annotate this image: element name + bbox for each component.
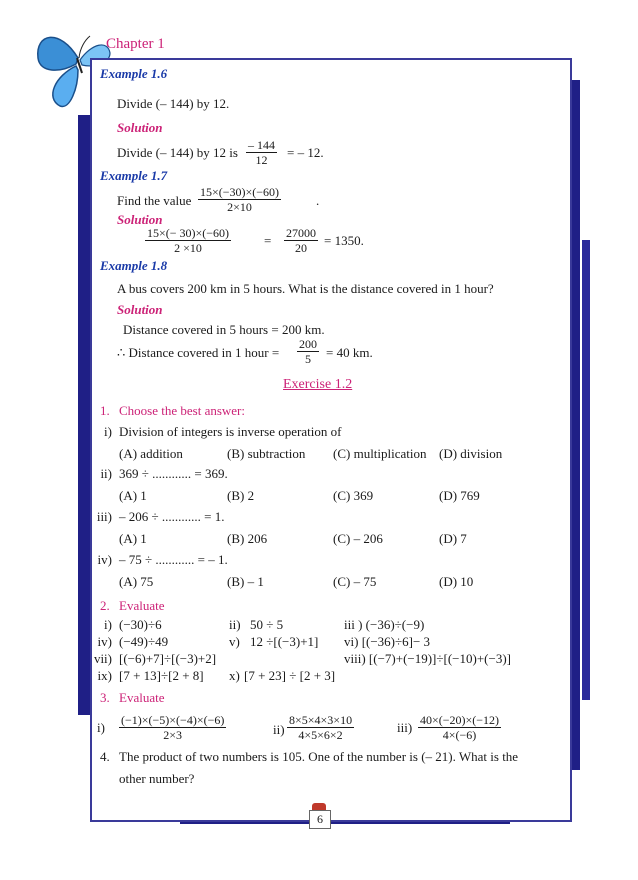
- fraction-numerator: 40×(−20)×(−12): [420, 713, 500, 727]
- q1-item-text: – 75 ÷ ............ = – 1.: [119, 552, 228, 567]
- example-1-7-result: = 1350.: [324, 233, 364, 248]
- q1-option: (A) addition: [119, 446, 183, 461]
- fraction-numerator: 8×5×4×3×10: [289, 713, 353, 727]
- q1-option: (C) 369: [333, 488, 374, 503]
- fraction-denominator: 2×10: [227, 200, 252, 214]
- example-1-8-question: A bus covers 200 km in 5 hours. What is the distance covered in 1 hour?: [117, 281, 494, 296]
- example-1-7-period: .: [316, 193, 320, 208]
- q2-item-expr: 12 ÷[(−3)+1]: [250, 634, 319, 649]
- q1-item-text: Division of integers is inverse operation of: [119, 424, 342, 439]
- fraction-numerator: 15×(− 30)×(−60): [147, 226, 230, 240]
- q3-fraction-iii: [418, 713, 501, 742]
- page-number-tab: [312, 803, 326, 810]
- q1-option: (C) – 75: [333, 574, 377, 589]
- question-4-line-2: other number?: [119, 771, 195, 786]
- q3-item-label: i): [97, 720, 105, 735]
- fraction-denominator: 20: [295, 241, 307, 255]
- example-1-8-solution-label: Solution: [117, 302, 163, 317]
- q1-item-label: ii): [100, 466, 112, 481]
- fraction-numerator: 15×(−30)×(−60): [200, 185, 280, 199]
- q1-option: (C) multiplication: [333, 446, 427, 461]
- q2-item-label: v): [229, 634, 240, 649]
- q2-item-expr: (−30)÷6: [119, 617, 162, 632]
- q2-item-expr: viii) [(−7)+(−19)]÷[(−10)+(−3)]: [344, 651, 511, 666]
- q2-item-label: ix): [97, 668, 112, 683]
- q1-option: (B) 2: [227, 488, 255, 503]
- example-1-7-solution-label: Solution: [117, 212, 163, 227]
- example-1-8-line-1: Distance covered in 5 hours = 200 km.: [123, 322, 325, 337]
- question-4-line-1: The product of two numbers is 105. One of the number is (– 21). What is the: [119, 749, 519, 764]
- question-3-text: Evaluate: [119, 690, 165, 705]
- q1-item-label: i): [104, 424, 112, 439]
- example-1-8-title: Example 1.8: [100, 258, 168, 273]
- right-outer-strip: [582, 240, 590, 700]
- chapter-title: Chapter 1: [106, 36, 165, 52]
- example-1-7-question: Find the value: [117, 193, 192, 208]
- example-1-7-fraction: [198, 185, 281, 214]
- q2-item-expr: vi) [(−36)÷6]− 3: [344, 634, 431, 649]
- question-1-number: 1.: [100, 403, 110, 418]
- question-3-number: 3.: [100, 690, 110, 705]
- q1-item-text: – 206 ÷ ............ = 1.: [119, 509, 225, 524]
- q2-item-expr: [(−6)+7]÷[(−3)+2]: [119, 651, 217, 666]
- q1-option: (C) – 206: [333, 531, 383, 546]
- q3-item-label: ii): [273, 722, 285, 737]
- q2-item-label: vii): [93, 651, 112, 666]
- q1-option: (D) 769: [439, 488, 480, 503]
- q1-option: (D) 7: [439, 531, 467, 546]
- q2-item-expr: [7 + 13]÷[2 + 8]: [119, 668, 204, 683]
- example-1-6-fraction: [246, 138, 277, 167]
- q1-option: (B) – 1: [227, 574, 264, 589]
- q1-option: (B) 206: [227, 531, 268, 546]
- exercise-heading: Exercise 1.2: [283, 377, 353, 392]
- q1-option: (A) 1: [119, 531, 147, 546]
- q1-option: (D) division: [439, 446, 503, 461]
- example-1-7-solution-fraction: [145, 226, 231, 255]
- q1-option: (D) 10: [439, 574, 474, 589]
- fraction-denominator: 2 ×10: [174, 241, 202, 255]
- example-1-6-solution-label: Solution: [117, 120, 163, 135]
- q3-fraction-i: [119, 713, 226, 742]
- example-1-8-result: = 40 km.: [326, 345, 373, 360]
- equals-sign: =: [264, 233, 272, 248]
- question-2-text: Evaluate: [119, 598, 165, 613]
- fraction-numerator: 200: [299, 337, 317, 351]
- q3-fraction-ii: [287, 713, 354, 742]
- q2-item-expr: [7 + 23] ÷ [2 + 3]: [244, 668, 336, 683]
- example-1-6-question: Divide (– 144) by 12.: [117, 96, 230, 111]
- fraction-denominator: 4×(−6): [442, 728, 477, 742]
- q1-option: (A) 75: [119, 574, 154, 589]
- question-4-number: 4.: [100, 749, 110, 764]
- example-1-6-result: = – 12.: [287, 145, 324, 160]
- q2-item-expr: (−49)÷49: [119, 634, 169, 649]
- q1-item-label: iv): [97, 552, 112, 567]
- example-1-6-solution-text: Divide (– 144) by 12 is: [117, 145, 238, 160]
- fraction-numerator: 27000: [286, 226, 316, 240]
- q2-item-expr: 50 ÷ 5: [250, 617, 284, 632]
- fraction-denominator: 5: [305, 352, 311, 366]
- q1-option: (A) 1: [119, 488, 147, 503]
- q1-item-label: iii): [96, 509, 112, 524]
- page-number: 6: [309, 810, 331, 829]
- q2-item-label: ii): [229, 617, 241, 632]
- q2-item-label: i): [104, 617, 112, 632]
- question-2-number: 2.: [100, 598, 110, 613]
- q1-item-text: 369 ÷ ............ = 369.: [119, 466, 228, 481]
- example-1-8-line-2: ∴ Distance covered in 1 hour =: [117, 345, 280, 360]
- q1-option: (B) subtraction: [227, 446, 306, 461]
- fraction-numerator: – 144: [248, 138, 275, 152]
- q3-item-label: iii): [397, 720, 413, 735]
- fraction-denominator: 4×5×6×2: [298, 728, 343, 742]
- q2-item-label: iv): [97, 634, 112, 649]
- example-1-6-title: Example 1.6: [100, 66, 168, 81]
- example-1-7-result-fraction: [284, 226, 318, 255]
- example-1-8-fraction: [297, 337, 319, 366]
- example-1-7-title: Example 1.7: [100, 168, 168, 183]
- fraction-numerator: (−1)×(−5)×(−4)×(−6): [121, 713, 225, 727]
- fraction-denominator: 2×3: [163, 728, 183, 742]
- q2-item-expr: iii ) (−36)÷(−9): [344, 617, 425, 632]
- q2-item-label: x): [229, 668, 240, 683]
- question-1-text: Choose the best answer:: [119, 403, 246, 418]
- fraction-denominator: 12: [255, 153, 268, 167]
